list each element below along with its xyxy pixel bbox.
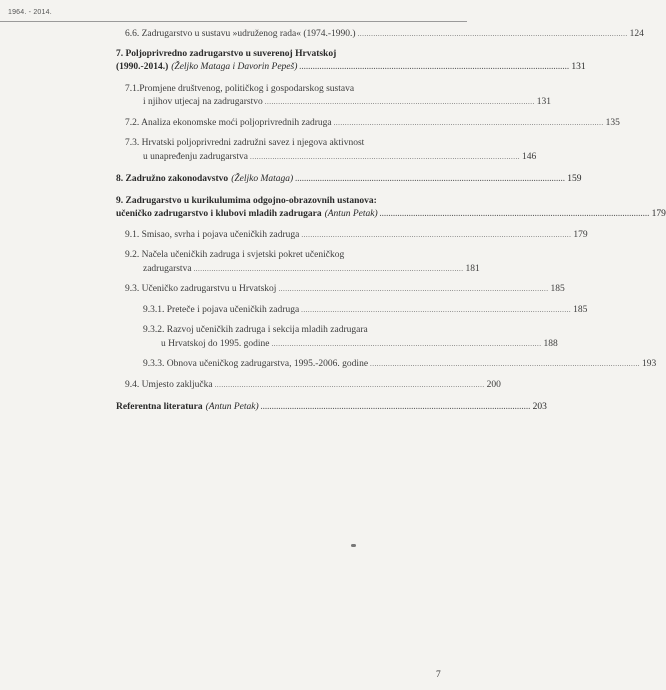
toc-entry bbox=[116, 117, 620, 131]
dot-leader: ........................................................................................................................ bbox=[379, 210, 650, 218]
dot-leader: ........................................................................................................................ bbox=[301, 230, 572, 239]
toc-entry-title: 9.3.2. Razvoj učeničkih zadruga i sekcija mladih zadrugara bbox=[143, 325, 368, 335]
header-rule bbox=[0, 21, 467, 22]
toc-entry bbox=[116, 401, 547, 415]
toc-entry-title: 8. Zadružno zakonodavstvo bbox=[116, 174, 229, 184]
toc-entry-page: 193 bbox=[642, 359, 657, 369]
toc-entry-title: zadrugarstva bbox=[143, 263, 192, 274]
toc-entry-title: učeničko zadrugarstvo i klubovi mladih zadrugara bbox=[116, 209, 322, 219]
dot-leader: ........................................................................................................................ bbox=[357, 30, 628, 38]
toc-entry-title: 9.4. Umjesto zaključka bbox=[125, 379, 213, 390]
dot-leader: ........................................................................................................................ bbox=[264, 98, 535, 106]
toc-entry bbox=[116, 83, 552, 110]
dot-leader: ........................................................................................................................ bbox=[214, 380, 485, 389]
toc-entry bbox=[116, 324, 558, 351]
toc-entry-title: 7.3. Hrvatski poljoprivredni zadružni savez i njegova aktivnost bbox=[125, 138, 365, 148]
toc-entry-title: Referentna literatura bbox=[116, 402, 203, 412]
toc-entry bbox=[116, 195, 666, 222]
table-of-contents bbox=[116, 28, 666, 415]
toc-entry-page: 159 bbox=[567, 174, 582, 184]
running-head: 1964. - 2014. bbox=[8, 9, 52, 16]
dot-leader: ........................................................................................................................ bbox=[295, 175, 566, 183]
toc-entry-page: 179 bbox=[651, 209, 666, 219]
toc-entry bbox=[116, 283, 565, 297]
toc-entry-page: 188 bbox=[543, 338, 558, 349]
toc-entry-title: 7.1.Promjene društvenog, političkog i gospodarskog sustava bbox=[125, 83, 355, 94]
toc-entry-title: 9. Zadrugarstvo u kurikulumima odgojno-obrazovnih ustanova: bbox=[116, 195, 377, 206]
toc-entry-title: (1990.-2014.) bbox=[116, 62, 169, 72]
toc-entry-page: 135 bbox=[605, 117, 620, 128]
toc-entry-author: (Antun Petak) bbox=[205, 402, 259, 412]
dot-leader: ........................................................................................................................ bbox=[333, 118, 604, 127]
toc-entry-title: 9.3.1. Pretečе i pojava učeničkih zadruga bbox=[143, 304, 300, 315]
toc-entry-page: 131 bbox=[571, 62, 586, 72]
toc-entry-page: 185 bbox=[573, 304, 588, 315]
toc-entry-page: 124 bbox=[629, 29, 644, 39]
toc-entry-page: 131 bbox=[536, 97, 552, 107]
toc-entry-page: 181 bbox=[465, 263, 480, 274]
toc-entry-title: u unapređenju zadrugarstva bbox=[143, 151, 248, 162]
toc-entry bbox=[116, 358, 657, 372]
dot-leader: ........................................................................................................................ bbox=[299, 63, 570, 71]
toc-entry-title: 9.3. Učeničko zadrugarstvu u Hrvatskoj bbox=[125, 284, 277, 294]
toc-entry bbox=[116, 229, 588, 243]
toc-entry-author: (Antun Petak) bbox=[324, 209, 378, 219]
toc-entry-title: i njihov utjecaj na zadrugarstvo bbox=[143, 97, 263, 107]
toc-entry bbox=[116, 48, 586, 75]
toc-entry-title: 9.2. Načela učeničkih zadruga i svjetski pokret učeničkog bbox=[125, 250, 345, 260]
toc-entry-title: 7. Poljoprivredno zadrugarstvo u suverenoj Hrvatskoj bbox=[116, 48, 337, 59]
page-number: 7 bbox=[436, 670, 441, 680]
toc-entry bbox=[116, 249, 480, 276]
toc-entry bbox=[116, 173, 582, 187]
toc-entry-page: 203 bbox=[532, 402, 547, 412]
toc-entry-author: (Željko Mataga i Davorin Pepeš) bbox=[171, 62, 298, 72]
toc-entry-title: 6.6. Zadrugarstvo u sustavu »udruženog rada« (1974.-1990.) bbox=[125, 29, 356, 39]
toc-entry bbox=[116, 28, 644, 42]
dot-leader: ........................................................................................................................ bbox=[271, 339, 542, 348]
toc-entry-title: 7.2. Analiza ekonomske moći poljoprivrednih zadruga bbox=[125, 117, 332, 128]
toc-entry-title: u Hrvatskoj do 1995. godine bbox=[161, 338, 270, 349]
ink-speck bbox=[351, 544, 356, 547]
toc-entry-author: (Željko Mataga) bbox=[231, 174, 294, 184]
toc-entry bbox=[116, 379, 501, 393]
dot-leader: ........................................................................................................................ bbox=[260, 403, 531, 411]
toc-entry-page: 146 bbox=[521, 151, 537, 162]
toc-entry-page: 185 bbox=[550, 284, 565, 294]
dot-leader: ........................................................................................................................ bbox=[193, 264, 464, 273]
dot-leader: ........................................................................................................................ bbox=[370, 360, 641, 368]
dot-leader: ........................................................................................................................ bbox=[301, 305, 572, 314]
toc-entry-page: 200 bbox=[486, 379, 501, 390]
toc-entry-title: 9.3.3. Obnova učeničkog zadrugarstva, 1995.-2006. godine bbox=[143, 359, 369, 369]
toc-entry-title: 9.1. Smisao, svrha i pojava učeničkih zadruga bbox=[125, 229, 300, 240]
toc-entry-page: 179 bbox=[573, 229, 588, 240]
toc-entry bbox=[116, 304, 588, 318]
dot-leader: ........................................................................................................................ bbox=[278, 285, 549, 293]
dot-leader: ........................................................................................................................ bbox=[249, 152, 520, 161]
toc-entry bbox=[116, 137, 537, 164]
